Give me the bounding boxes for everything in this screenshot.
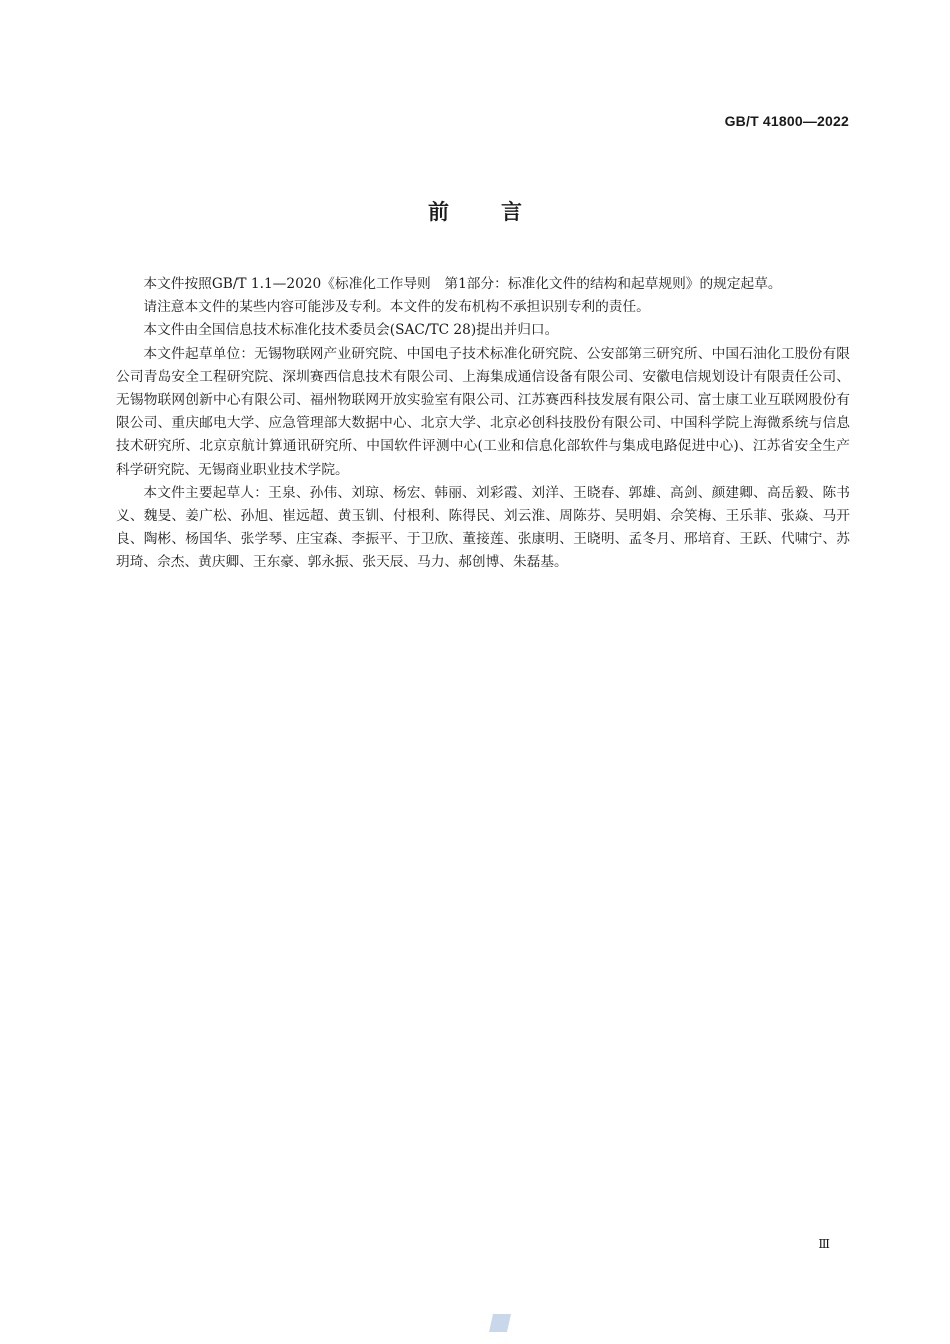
page-title: 前言 bbox=[428, 200, 574, 224]
paragraph-drafters: 本文件主要起草人：王泉、孙伟、刘琼、杨宏、韩丽、刘彩霞、刘洋、王晓春、郭雄、高剑、颜建卿、高岳毅、陈书义、魏旻、姜广松、孙旭、崔远超、黄玉钏、付根利、陈得民、刘云淮、周陈芬、吴明娟、佘笑梅、王乐菲、张焱、马开良、陶彬、杨国华、张学琴、庄宝森、李振平、于卫欣、董接莲、张康明、王晓明、孟冬月、邢培育、王跃、代啸宁、苏玥琦、佘杰、黄庆卿、王东豪、郭永振、张天辰、马力、郝创博、朱磊基。 bbox=[116, 484, 850, 571]
paragraph-patent-notice: 请注意本文件的某些内容可能涉及专利。本文件的发布机构不承担识别专利的责任。 bbox=[143, 299, 650, 316]
sac-logo-icon bbox=[487, 1313, 513, 1333]
paragraph-drafting-units: 本文件起草单位：无锡物联网产业研究院、中国电子技术标准化研究院、公安部第三研究所、中国石油化工股份有限公司青岛安全工程研究院、深圳赛西信息技术有限公司、上海集成通信设备有限公司、安徽电信规划设计有限责任公司、无锡物联网创新中心有限公司、福州物联网开放实验室有限公司、江苏赛西科技发展有限公司、富士康工业互联网股份有限公司、重庆邮电大学、应急管理部大数据中心、北京大学、北京必创科技股份有限公司、中国科学院上海微系统与信息技术研究所、北京京航计算通讯研究所、中国软件评测中心(工业和信息化部软件与集成电路促进中心)、江苏省安全生产科学研究院、无锡商业职业技术学院。 bbox=[116, 345, 850, 478]
page-number: Ⅲ bbox=[818, 1237, 830, 1251]
foreword-body bbox=[116, 273, 850, 575]
standard-number: GB/T 41800—2022 bbox=[724, 113, 849, 129]
sac-logo-shape bbox=[489, 1314, 511, 1332]
paragraph-drafting-rules: 本文件按照GB/T 1.1—2020《标准化工作导则 第1部分：标准化文件的结构和起草规则》的规定起草。 bbox=[143, 276, 782, 292]
paragraph-committee: 本文件由全国信息技术标准化技术委员会(SAC/TC 28)提出并归口。 bbox=[143, 322, 559, 339]
